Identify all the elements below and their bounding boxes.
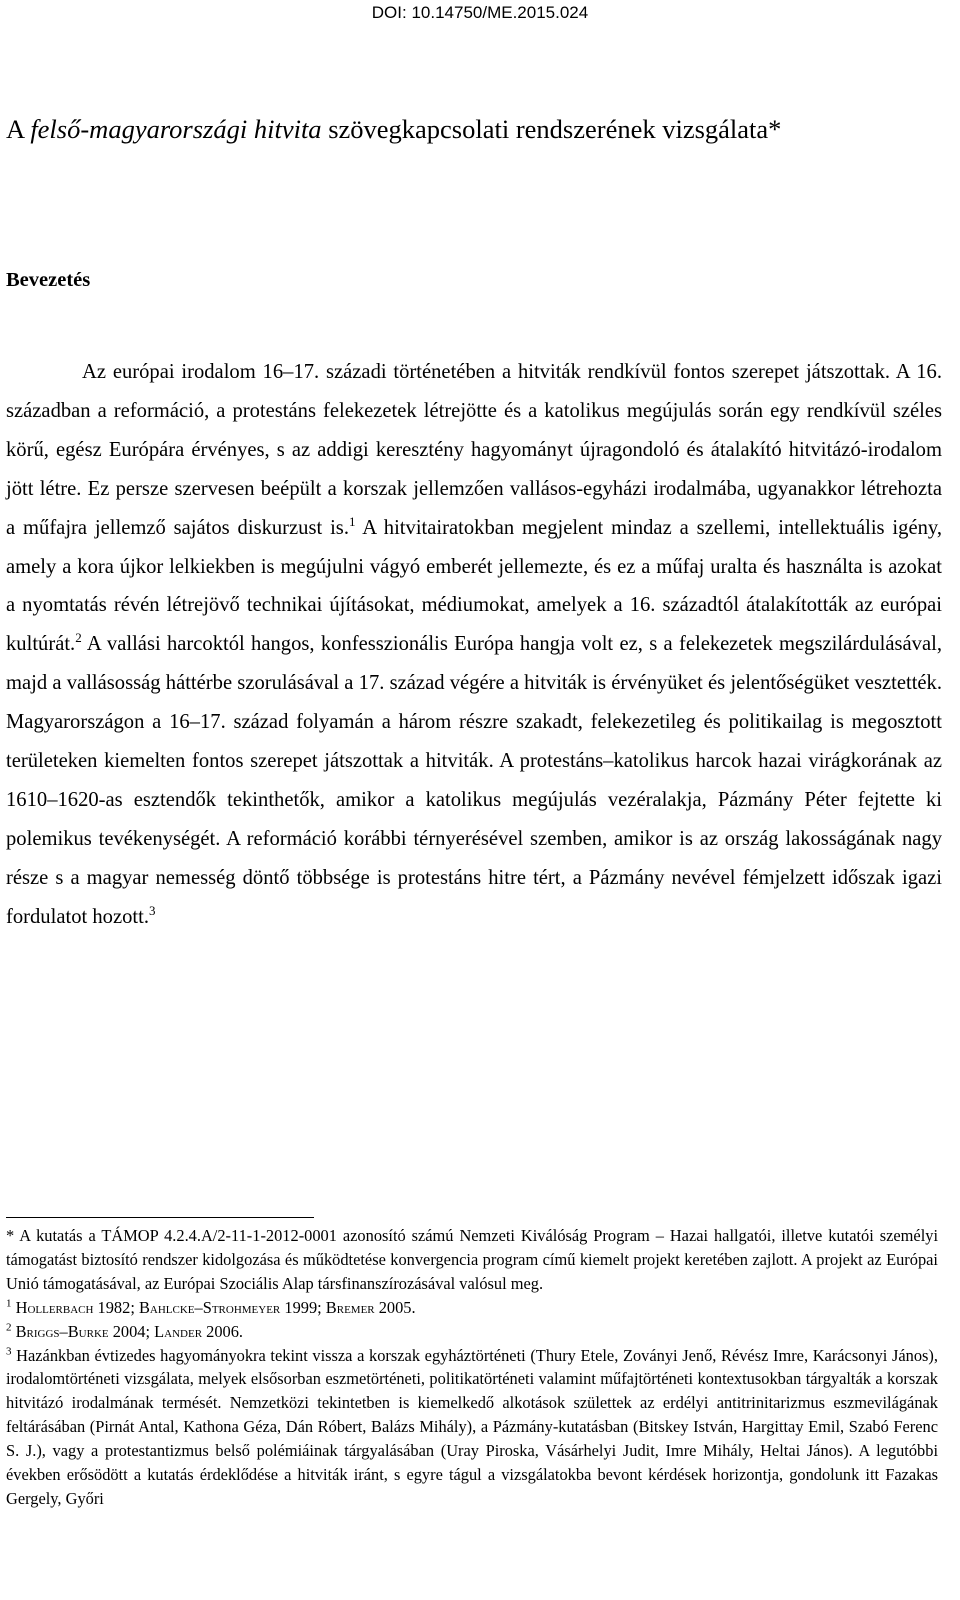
title-suffix: szövegkapcsolati rendszerének vizsgálata*	[321, 114, 782, 144]
paper-title	[6, 112, 954, 146]
body-text-part-3: A vallási harcoktól hangos, konfesszionális Európa hangja volt ez, s a felekezetek megszilárdulásával, majd a vallásosság háttérbe szorulásával a 17. század végére a hitviták is érvényüket és jelentőségüket vesztették. Magyarországon a 16–17. század folyamán a három részre szakadt, felekezetileg és politikailag is megosztott területeken kiemelten fontos szerepet játszottak a hitviták. A protestáns–katolikus harcok hazai virágkorának az 1610–1620-as esztendők tekinthetők, amikor a katolikus megújulás vezéralakja, Pázmány Péter fejtette ki polemikus tevékenységét. A reformáció korábbi térnyerésével szemben, amikor is az ország lakosságának nagy része s a magyar nemesség döntő többsége is protestáns hitre tért, a Pázmány nevével fémjelzett időszak igazi fordulatot hozott.	[6, 633, 942, 928]
body-text-part-1: Az európai irodalom 16–17. századi történetében a hitviták rendkívül fontos szerepet játszottak. A 16. században a reformáció, a protestáns felekezetek létrejötte és a katolikus megújulás során egy rendkívül széles körű, egész Európára érvényes, s az addigi keresztény hagyományt újragondoló és átalakító hitvitázó-irodalom jött létre. Ez persze szervesen beépült a korszak jellemzően vallásos-egyházi irodalmába, ugyanakkor létrehozta a műfajra jellemző sajátos diskurzust is.	[6, 361, 942, 539]
footnote-1-mark: 1	[6, 1297, 12, 1310]
body-text-part-2: A hitvitairatokban megjelent mindaz a szellemi, intellektuális igény, amely a kora újkor lelkiekben is megújulni vágyó emberét jellemezte, és ez a műfaj uralta és használta is azokat a nyomtatás révén létrejövő technikai újításokat, médiumokat, amelyek a 16. századtól átalakították az európai kultúrát.	[6, 516, 942, 656]
footnote-separator	[6, 1217, 314, 1218]
footnote-ref-3: 3	[148, 902, 156, 918]
footnote-2-mark: 2	[6, 1321, 12, 1334]
footnote-star: * A kutatás a TÁMOP 4.2.4.A/2-11-1-2012-0001 azonosító számú Nemzeti Kiválóság Program – Hazai hallgatói, illetve kutatói személyi támogatást biztosító rendszer kidolgozása és működtetése konvergencia program című kiemelt projekt keretében zajlott. A projekt az Európai Unió támogatásával, az Európai Szociális Alap társfinanszírozásával valósul meg.	[6, 1226, 938, 1293]
footnote-2-text: Briggs–Burke 2004; Lander 2006.	[15, 1321, 244, 1341]
footnote-3-text: Hazánkban évtizedes hagyományokra tekint vissza a korszak egyháztörténeti (Thury Etele, Zoványi Jenő, Révész Imre, Karácsonyi János), irodalomtörténeti vizsgálata, melyek elsősorban eszmetörténeti, politikatörténeti valamint műfajtörténeti kontextusokban tárgyalták a korszak hitvitázó irodalmának termését. Nemzetközi tekintetben is kiemelkedő alkotások születtek az erdélyi antitrinitarizmus eszmevilágának feltárásában (Pirnát Antal, Kathona Géza, Dán Róbert, Balázs Mihály), a Pázmány-kutatásban (Bitskey István, Hargittay Emil, Szabó Ferenc S. J.), vagy a protestantizmus belső polémiáinak tárgyalásában (Uray Piroska, Vásárhelyi Judit, Imre Mihály, Heltai János). A legutóbbi években erősödött a kutatás érdeklődése a hitviták iránt, s egyre tágul a vizsgálatokba bevont kérdések horizontja, gondolunk itt Fazakas Gergely, Győri	[6, 1345, 938, 1508]
footnotes	[6, 1224, 938, 1511]
title-prefix: A	[6, 114, 31, 144]
footnote-ref-1: 1	[348, 513, 356, 529]
doi-header: DOI: 10.14750/ME.2015.024	[371, 3, 589, 22]
footnote-3	[6, 1344, 938, 1511]
body-paragraph	[6, 353, 942, 937]
title-italic: felső-magyarországi hitvita	[30, 114, 322, 144]
footnote-1-text: Hollerbach 1982; Bahlcke–Strohmeyer 1999; Bremer 2005.	[15, 1297, 416, 1317]
section-heading: Bevezetés	[6, 269, 91, 291]
footnote-1	[6, 1296, 938, 1320]
footnote-3-mark: 3	[6, 1345, 12, 1358]
footnote-2	[6, 1320, 938, 1344]
footnote-ref-2: 2	[75, 630, 82, 646]
